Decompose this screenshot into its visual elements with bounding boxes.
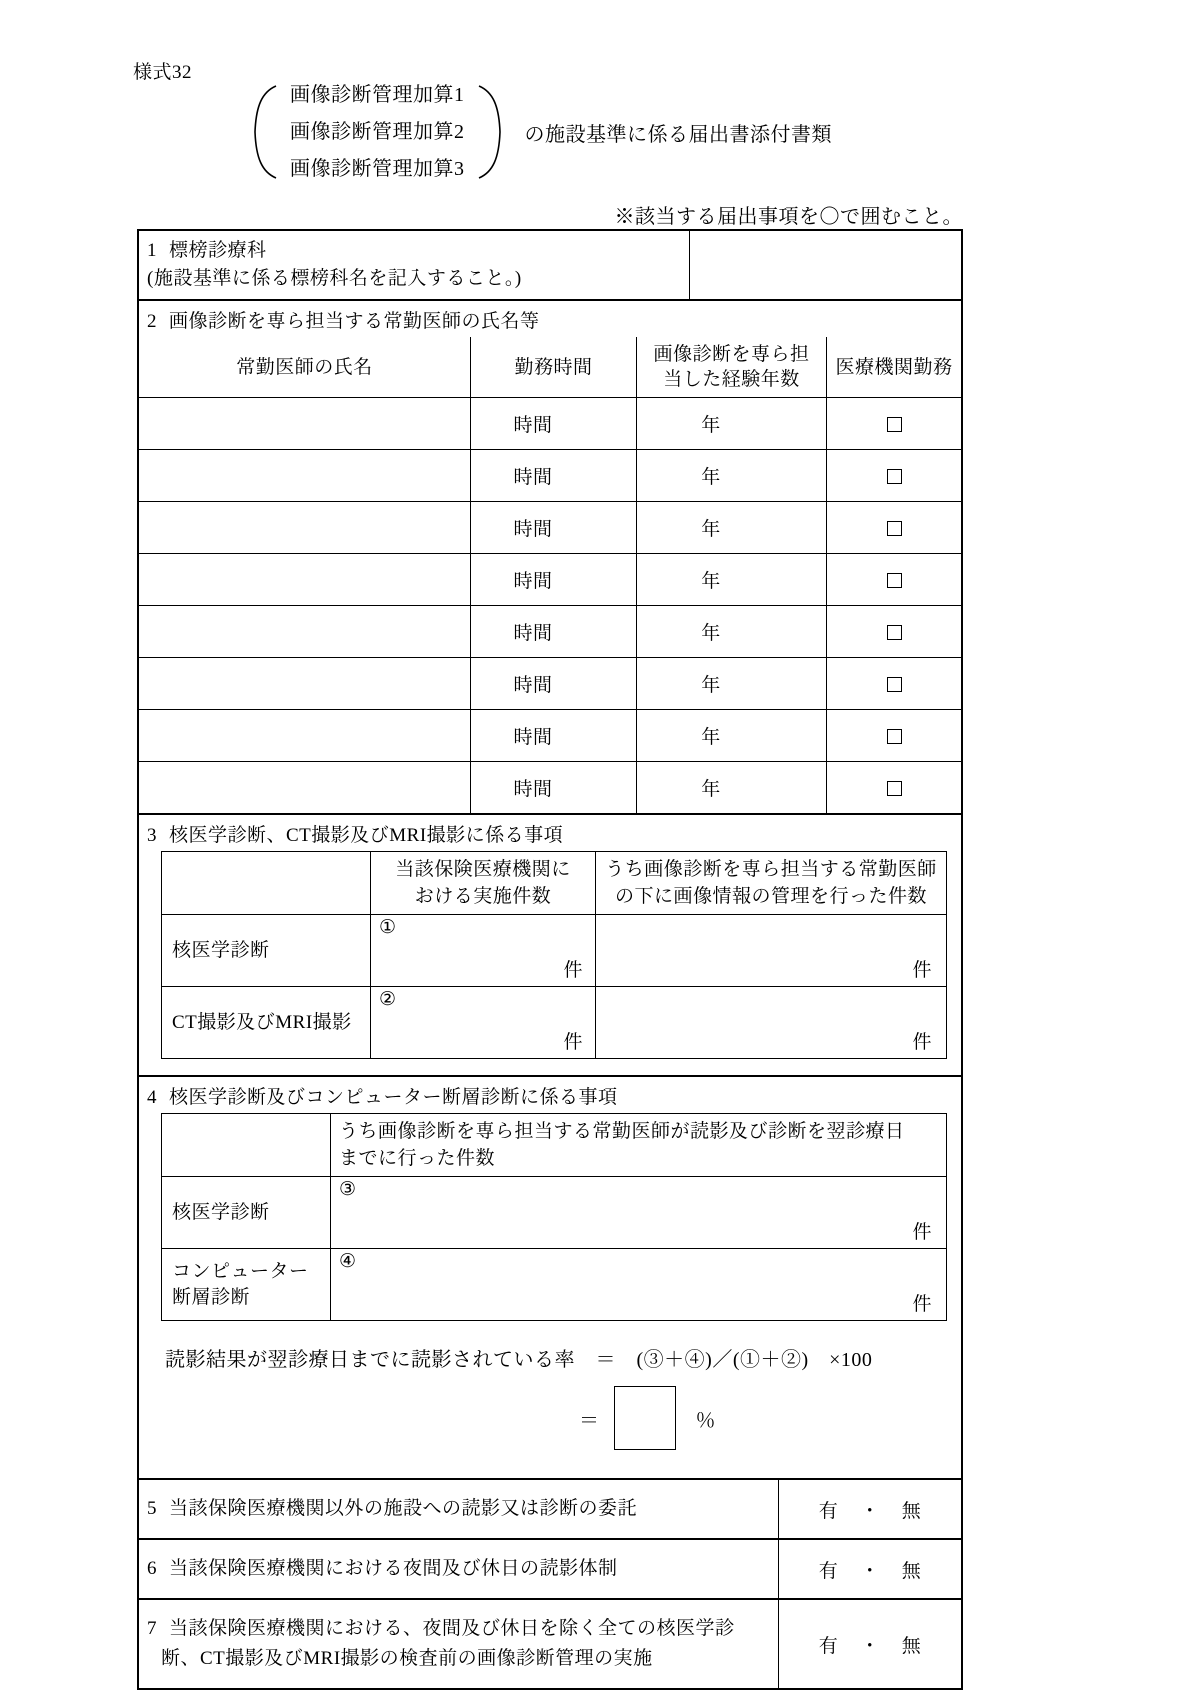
doctor-years-cell[interactable]: 年 [637,606,827,658]
section-5-choice[interactable] [779,1480,961,1538]
doctor-name-cell[interactable] [139,606,471,658]
section-2 [139,301,961,815]
circle-instruction-note: ※該当する届出事項を〇で囲むこと。 [614,206,963,228]
doctor-hours-cell[interactable]: 時間 [471,762,637,814]
right-brace-icon [477,84,503,180]
marker-1: ① [379,917,397,938]
doctor-years-cell[interactable]: 年 [637,398,827,450]
option-separator: ・ [860,1500,880,1522]
title-item-2: 画像診断管理加算2 [290,121,465,143]
section-3-table [161,851,947,1059]
checkbox-icon[interactable] [887,729,902,744]
section-4-formula [139,1321,961,1478]
marker-4: ④ [339,1251,357,1272]
option-yes[interactable]: 有 [818,1500,839,1522]
formula-equals: ＝ [579,1409,600,1432]
section-3-corner-cell [162,852,371,915]
section-3-nuclear-count-cell[interactable] [371,915,596,987]
option-no[interactable]: 無 [901,1500,922,1522]
marker-3: ③ [339,1179,357,1200]
checkbox-icon[interactable] [887,625,902,640]
doctor-years-cell[interactable]: 年 [637,450,827,502]
section-3-number: 3 [147,825,157,846]
table-row [139,398,961,450]
doctor-table [139,337,961,813]
section-4-corner-cell [162,1114,331,1177]
section-3-ctmri-managed-cell[interactable] [596,987,947,1059]
unit-ken: 件 [912,1032,932,1053]
table-row [162,915,947,987]
title-item-1: 画像診断管理加算1 [290,84,465,106]
formula-result-line [139,1386,961,1468]
doctor-name-cell[interactable] [139,762,471,814]
doctor-years-cell[interactable]: 年 [637,502,827,554]
section-1-subtitle: (施設基準に係る標榜科名を記入すること。) [147,268,522,289]
section-3-header-row [162,852,947,915]
section-4-ct-cell[interactable] [331,1249,947,1321]
section-4-col-header: うち画像診断を専ら担当する常勤医師が読影及び診断を翌診療日 までに行った件数 [331,1114,947,1177]
section-7-text [139,1600,779,1688]
section-3-nuclear-managed-cell[interactable] [596,915,947,987]
doctor-name-cell[interactable] [139,554,471,606]
title-tail: の施設基準に係る届出書添付書類 [524,123,832,146]
unit-ken: 件 [912,1294,932,1315]
doctor-table-header-row [139,337,961,398]
section-4-header-row [162,1114,947,1177]
doctor-name-cell[interactable] [139,502,471,554]
section-3-col-header-count: 当該保険医療機関に おける実施件数 [371,852,596,915]
section-4-table [161,1113,947,1321]
title-item-3: 画像診断管理加算3 [290,158,465,180]
checkbox-icon[interactable] [887,417,902,432]
title-block [252,84,832,180]
section-1 [139,231,961,301]
checkbox-icon[interactable] [887,573,902,588]
doctor-institution-cell[interactable] [827,554,962,606]
doctor-name-cell[interactable] [139,450,471,502]
section-7-number: 7 [147,1618,157,1639]
doctor-institution-cell[interactable] [827,450,962,502]
doctor-hours-cell[interactable]: 時間 [471,502,637,554]
title-items [278,84,477,180]
doctor-hours-cell[interactable]: 時間 [471,450,637,502]
doctor-years-cell[interactable]: 年 [637,762,827,814]
table-row [139,450,961,502]
section-1-number: 1 [147,240,157,261]
section-5-number: 5 [147,1498,157,1519]
checkbox-icon[interactable] [887,469,902,484]
doctor-hours-cell[interactable]: 時間 [471,658,637,710]
marker-2: ② [379,989,397,1010]
doctor-hours-cell[interactable]: 時間 [471,710,637,762]
doctor-name-cell[interactable] [139,710,471,762]
option-separator: ・ [860,1560,880,1582]
table-row [139,502,961,554]
section-1-label [139,231,690,299]
option-yes[interactable]: 有 [818,1635,839,1657]
section-5-text [139,1480,779,1538]
formula-expression: 読影結果が翌診療日までに読影されている率 ＝ (③＋④)／(①＋②) ×100 [165,1349,873,1371]
section-2-heading [139,301,961,337]
section-3-row-label-nuclear: 核医学診断 [162,915,371,987]
doctor-years-cell[interactable]: 年 [637,554,827,606]
section-5 [139,1480,961,1540]
checkbox-icon[interactable] [887,521,902,536]
section-3-row-label-ct-mri: CT撮影及びMRI撮影 [162,987,371,1059]
section-2-number: 2 [147,311,157,332]
option-no[interactable]: 無 [901,1560,922,1582]
unit-ken: 件 [563,960,583,981]
unit-ken: 件 [563,1032,583,1053]
form-number: 様式32 [133,62,193,83]
formula-answer-box[interactable] [614,1386,676,1450]
doctor-institution-cell[interactable] [827,710,962,762]
option-separator: ・ [860,1635,880,1657]
col-header-institution: 医療機関勤務 [827,337,962,398]
checkbox-icon[interactable] [887,781,902,796]
option-no[interactable]: 無 [901,1635,922,1657]
section-6-label: 当該保険医療機関における夜間及び休日の読影体制 [169,1558,618,1579]
table-row [162,1177,947,1249]
table-row [139,710,961,762]
doctor-name-cell[interactable] [139,658,471,710]
doctor-years-cell[interactable]: 年 [637,658,827,710]
doctor-name-cell[interactable] [139,398,471,450]
checkbox-icon[interactable] [887,677,902,692]
section-4-nuclear-cell[interactable] [331,1177,947,1249]
section-4-heading [139,1077,961,1113]
section-4-number: 4 [147,1087,157,1108]
section-1-input-cell[interactable] [690,231,961,299]
section-2-title: 画像診断を専ら担当する常勤医師の氏名等 [169,311,540,332]
section-7-label-line1: 当該保険医療機関における、夜間及び休日を除く全ての核医学診 [169,1618,735,1639]
section-4-row-label-ct: コンピューター 断層診断 [162,1249,331,1321]
table-row [162,1249,947,1321]
section-7-choice[interactable] [779,1600,961,1688]
section-5-label: 当該保険医療機関以外の施設への読影又は診断の委託 [169,1498,638,1519]
left-brace-icon [252,84,278,180]
doctor-institution-cell[interactable] [827,606,962,658]
doctor-years-cell[interactable]: 年 [637,710,827,762]
doctor-institution-cell[interactable] [827,762,962,814]
doctor-institution-cell[interactable] [827,398,962,450]
form-frame [137,229,963,1690]
section-3-title: 核医学診断、CT撮影及びMRI撮影に係る事項 [169,825,564,846]
section-3 [139,815,961,1077]
doctor-hours-cell[interactable]: 時間 [471,554,637,606]
section-6-choice[interactable] [779,1540,961,1598]
doctor-hours-cell[interactable]: 時間 [471,606,637,658]
table-row [139,658,961,710]
section-3-heading [139,815,961,851]
table-row [139,762,961,814]
unit-ken: 件 [912,1222,932,1243]
doctor-hours-cell[interactable]: 時間 [471,398,637,450]
section-6-number: 6 [147,1558,157,1579]
formula-percent-sign: ％ [695,1409,716,1432]
doctor-institution-cell[interactable] [827,502,962,554]
col-header-name: 常勤医師の氏名 [139,337,471,398]
section-3-ctmri-count-cell[interactable] [371,987,596,1059]
section-4-title: 核医学診断及びコンピューター断層診断に係る事項 [169,1087,618,1108]
section-1-title: 標榜診療科 [169,240,267,261]
table-row [162,987,947,1059]
table-row [139,606,961,658]
section-4 [139,1077,961,1480]
section-4-row-label-nuclear: 核医学診断 [162,1177,331,1249]
table-row [139,554,961,606]
section-6-text [139,1540,779,1598]
section-7-label-line2: 断、CT撮影及びMRI撮影の検査前の画像診断管理の実施 [161,1648,653,1669]
doctor-institution-cell[interactable] [827,658,962,710]
section-7 [139,1600,961,1688]
col-header-experience: 画像診断を専ら担 当した経験年数 [637,337,827,398]
col-header-hours: 勤務時間 [471,337,637,398]
section-6 [139,1540,961,1600]
unit-ken: 件 [912,960,932,981]
option-yes[interactable]: 有 [818,1560,839,1582]
brace-group [252,84,503,180]
section-3-col-header-managed: うち画像診断を専ら担当する常勤医師 の下に画像情報の管理を行った件数 [596,852,947,915]
